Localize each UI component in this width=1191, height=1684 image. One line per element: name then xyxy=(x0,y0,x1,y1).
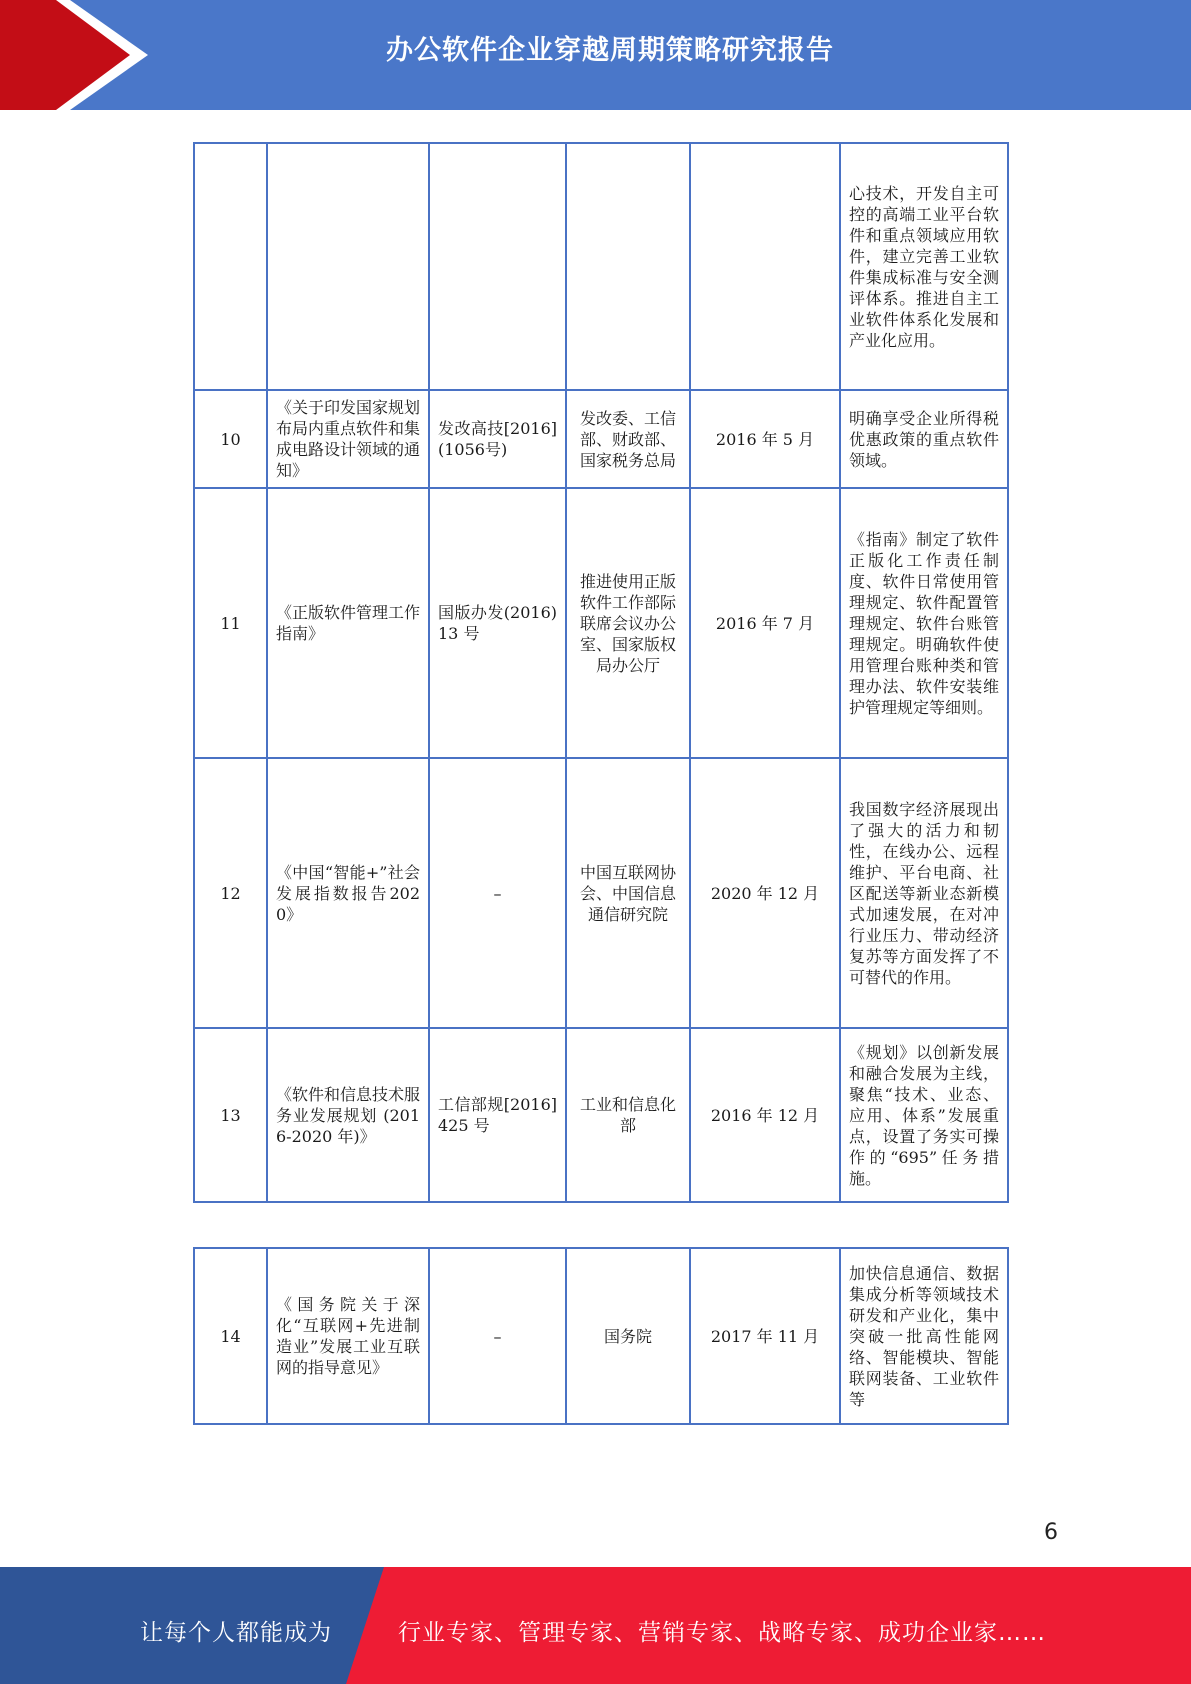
cell-issuer: 推进使用正版软件工作部际联席会议办公室、国家版权局办公厅 xyxy=(566,488,690,758)
page-number: 6 xyxy=(1044,1520,1058,1545)
cell-doc-no: – xyxy=(429,1248,566,1424)
cell-issuer: 中国互联网协会、中国信息通信研究院 xyxy=(566,758,690,1028)
cell-name: 《中国“智能+”社会发展指数报告2020》 xyxy=(267,758,429,1028)
policy-table-continued xyxy=(193,1247,1009,1425)
cell-content: 《规划》以创新发展和融合发展为主线，聚焦“技术、业态、应用、体系”发展重点，设置了务实可操作的“695”任务措施。 xyxy=(840,1028,1008,1202)
cell-date: 2016 年 5 月 xyxy=(690,390,840,488)
cell-date xyxy=(690,143,840,390)
cell-content: 《指南》制定了软件正版化工作责任制度、软件日常使用管理规定、软件配置管理规定、软件台账管理规定。明确软件使用管理台账种类和管理办法、软件安装维护管理规定等细则。 xyxy=(840,488,1008,758)
cell-name: 《软件和信息技术服务业发展规划 (2016-2020 年)》 xyxy=(267,1028,429,1202)
cell-content: 心技术，开发自主可控的高端工业平台软件和重点领域应用软件，建立完善工业软件集成标准与安全测评体系。推进自主工业软件体系化发展和产业化应用。 xyxy=(840,143,1008,390)
cell-name: 《正版软件管理工作指南》 xyxy=(267,488,429,758)
cell-issuer: 国务院 xyxy=(566,1248,690,1424)
cell-doc-no: 工信部规[2016]425 号 xyxy=(429,1028,566,1202)
footer-slogan-left: 让每个人都能成为 xyxy=(140,1620,332,1646)
cell-doc-no: 发改高技[2016](1056号) xyxy=(429,390,566,488)
policy-table xyxy=(193,142,1009,1203)
cell-content: 加快信息通信、数据集成分析等领域技术研发和产业化，集中突破一批高性能网络、智能模块、智能联网装备、工业软件等 xyxy=(840,1248,1008,1424)
table-row xyxy=(194,1028,1008,1202)
table-row xyxy=(194,758,1008,1028)
table-row xyxy=(194,1248,1008,1424)
cell-doc-no: 国版办发(2016)13 号 xyxy=(429,488,566,758)
cell-name: 《国务院关于深化“互联网+先进制造业”发展工业互联网的指导意见》 xyxy=(267,1248,429,1424)
cell-doc-no: – xyxy=(429,758,566,1028)
page-header xyxy=(0,0,1191,110)
table-row xyxy=(194,143,1008,390)
cell-name: 《关于印发国家规划布局内重点软件和集成电路设计领域的通知》 xyxy=(267,390,429,488)
cell-date: 2020 年 12 月 xyxy=(690,758,840,1028)
cell-issuer: 发改委、工信部、财政部、国家税务总局 xyxy=(566,390,690,488)
cell-no: 11 xyxy=(194,488,267,758)
cell-content: 明确享受企业所得税优惠政策的重点软件领域。 xyxy=(840,390,1008,488)
cell-issuer xyxy=(566,143,690,390)
table-row xyxy=(194,488,1008,758)
page-footer xyxy=(0,1567,1191,1684)
header-chevron-decoration xyxy=(0,0,160,110)
cell-no: 10 xyxy=(194,390,267,488)
cell-name xyxy=(267,143,429,390)
cell-issuer: 工业和信息化部 xyxy=(566,1028,690,1202)
cell-no: 14 xyxy=(194,1248,267,1424)
cell-no xyxy=(194,143,267,390)
cell-no: 13 xyxy=(194,1028,267,1202)
cell-content: 我国数字经济展现出了强大的活力和韧性，在线办公、远程维护、平台电商、社区配送等新业态新模式加速发展，在对冲行业压力、带动经济复苏等方面发挥了不可替代的作用。 xyxy=(840,758,1008,1028)
cell-no: 12 xyxy=(194,758,267,1028)
cell-doc-no xyxy=(429,143,566,390)
cell-date: 2016 年 12 月 xyxy=(690,1028,840,1202)
cell-date: 2017 年 11 月 xyxy=(690,1248,840,1424)
page-title: 办公软件企业穿越周期策略研究报告 xyxy=(386,35,834,66)
table-row xyxy=(194,390,1008,488)
footer-slogan-right: 行业专家、管理专家、营销专家、战略专家、成功企业家…… xyxy=(398,1620,1046,1646)
cell-date: 2016 年 7 月 xyxy=(690,488,840,758)
